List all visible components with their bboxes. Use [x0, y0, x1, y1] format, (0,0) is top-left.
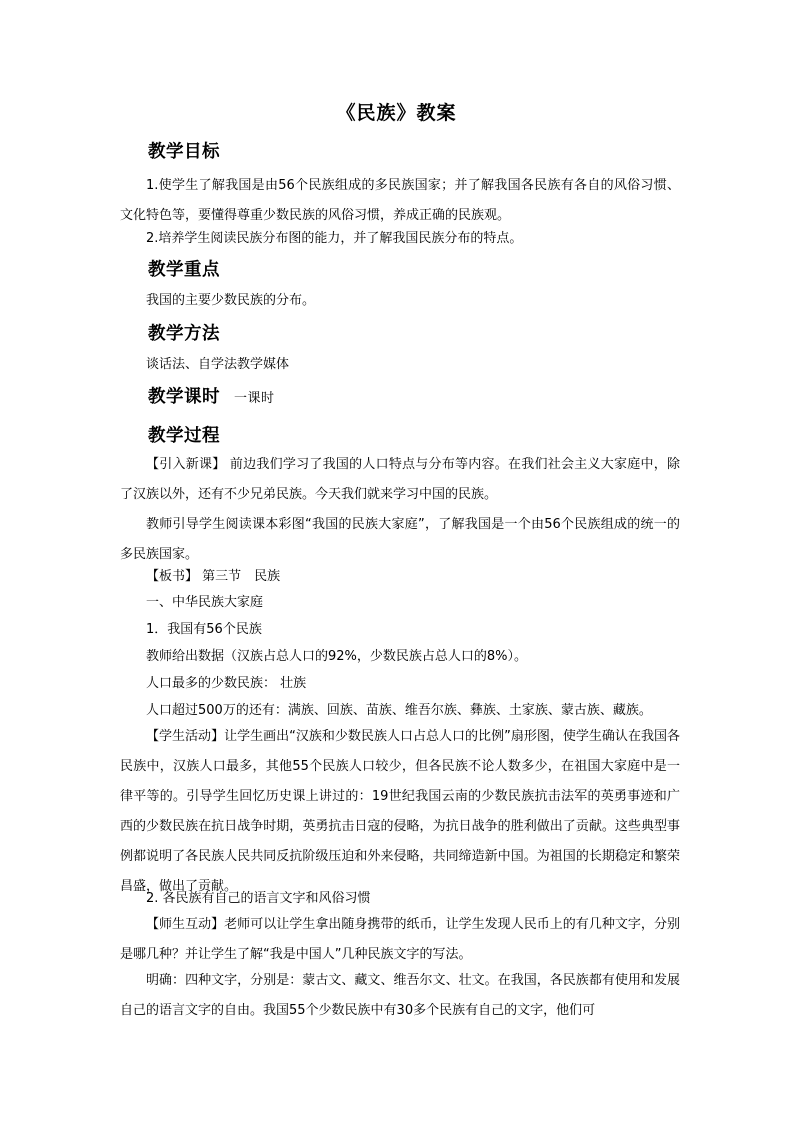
paragraph-largest-minority: 人口最多的少数民族： 壮族	[146, 676, 307, 691]
document-title: 《民族》教案	[336, 102, 457, 124]
paragraph-intro: 【引入新课】 前边我们学习了我国的人口特点与分布等内容。在我们社会主义大家庭中，除了汉族以外，还有不少兄弟民族。今天我们就来学习中国的民族。	[120, 457, 680, 502]
hours-value: 一课时	[234, 391, 275, 406]
paragraph-student-activity: 【学生活动】让学生画出“汉族和少数民族人口占总人口的比例”扇形图，使学生确认在我国各民族中，汉族人口最多，其他55个民族人口较少，但各民族不论人数多少，在祖国大家庭中是一律平等的。引导学生回忆历史课上讲过的：19世纪我国云南的少数民族抗击法军的英勇事迹和广西的少数民族在抗日战争时期，英勇抗击日寇的侵略，为抗日战争的胜利做出了贡献。这些典型事例都说明了各民族人民共同反抗阶级压迫和外来侵略，共同缔造新中国。为祖国的长期稳定和繁荣昌盛，做出了贡献。	[120, 729, 680, 894]
heading-key-points: 教学重点	[148, 260, 220, 280]
paragraph-teacher-guide: 教师引导学生阅读课本彩图“我国的民族大家庭”，了解我国是一个由56个民族组成的统一的多民族国家。	[120, 517, 680, 562]
goal-item-1: 1.使学生了解我国是由56个民族组成的多民族国家；并了解我国各民族有各自的风俗习惯、文化特色等，要懂得尊重少数民族的风俗习惯，养成正确的民族观。	[120, 178, 680, 223]
paragraph-point-one: 1．我国有56个民族	[146, 622, 262, 637]
paragraph-section-one: 一、中华民族大家庭	[146, 595, 264, 610]
heading-hours	[148, 383, 275, 408]
goal-item-2: 2.培养学生阅读民族分布图的能力，并了解我国民族分布的特点。	[146, 231, 523, 246]
heading-process: 教学过程	[148, 426, 220, 446]
paragraph-data: 教师给出数据（汉族占总人口的92%，少数民族占总人口的8%）。	[146, 649, 528, 664]
paragraph-interaction: 【师生互动】老师可以让学生拿出随身携带的纸币，让学生发现人民币上的有几种文字，分别是哪几种？并让学生了解“我是中国人”几种民族文字的写法。	[120, 917, 680, 962]
heading-method: 教学方法	[148, 324, 220, 344]
heading-goals: 教学目标	[148, 142, 220, 162]
key-points-text: 我国的主要少数民族的分布。	[146, 293, 316, 308]
method-text: 谈话法、自学法教学媒体	[146, 357, 290, 372]
paragraph-clarify: 明确：四种文字，分别是：蒙古文、藏文、维吾尔文、壮文。在我国，各民族都有使用和发展自己的语言文字的自由。我国55个少数民族中有30多个民族有自己的文字，他们可	[120, 973, 680, 1018]
paragraph-point-two: 2. 各民族有自己的语言文字和风俗习惯	[146, 891, 371, 906]
paragraph-over-5-million: 人口超过500万的还有：满族、回族、苗族、维吾尔族、彝族、土家族、蒙古族、藏族。	[146, 703, 652, 718]
paragraph-board: 【板书】 第三节 民族	[146, 569, 281, 584]
hours-label: 教学课时	[148, 387, 220, 407]
